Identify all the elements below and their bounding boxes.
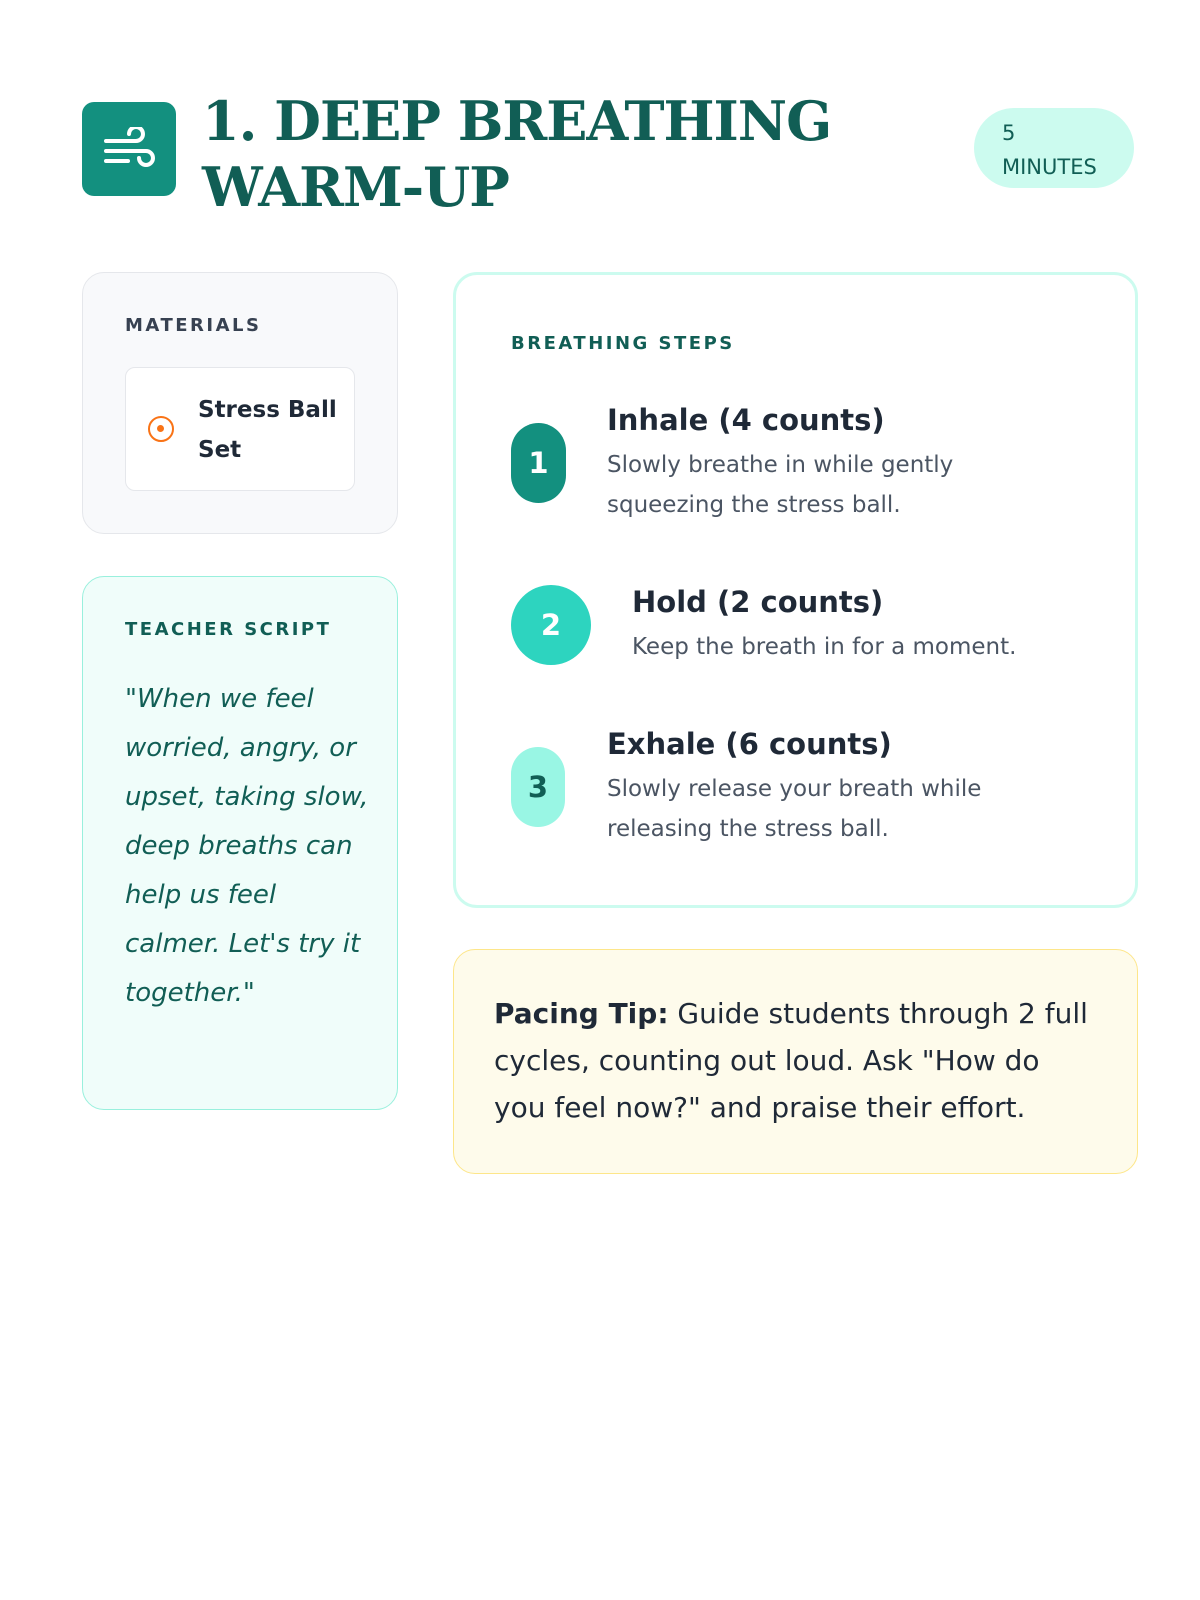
step-number-badge: 2 [511, 585, 591, 665]
material-name: Stress Ball Set [198, 397, 337, 463]
pacing-tip-text: Guide students through 2 full cycles, counting out loud. Ask "How do you feel now?" and praise their effort. [494, 997, 1088, 1124]
activity-icon-box [82, 102, 176, 196]
duration-number: 5 [1002, 121, 1016, 145]
teacher-script-quote: "When we feel worried, angry, or upset, taking slow, deep breaths can help us feel calmer. Let's try it together." [125, 684, 369, 1008]
step-title: Hold (2 counts) [632, 585, 884, 619]
materials-label: MATERIALS [125, 315, 262, 336]
pacing-tip-label: Pacing Tip: [494, 997, 669, 1030]
step-number-badge: 3 [511, 747, 565, 827]
step-description: Slowly release your breath while releasing the stress ball. [607, 776, 982, 842]
material-item [125, 367, 355, 491]
lesson-header [82, 88, 1134, 218]
wind-icon [102, 127, 156, 171]
duration-unit: MINUTES [1002, 155, 1097, 179]
breathing-steps-card [453, 272, 1138, 908]
pacing-tip-card [453, 949, 1138, 1174]
target-icon [148, 416, 174, 442]
duration-badge [974, 108, 1134, 188]
step-description: Slowly breathe in while gently squeezing the stress ball. [607, 452, 954, 518]
teacher-script-label: TEACHER SCRIPT [125, 619, 332, 640]
step-description: Keep the breath in for a moment. [632, 634, 1017, 660]
teacher-script-card [82, 576, 398, 1110]
materials-card [82, 272, 398, 534]
breathing-steps-label: BREATHING STEPS [511, 333, 735, 354]
step-number-badge: 1 [511, 423, 566, 503]
step-title: Inhale (4 counts) [607, 403, 885, 437]
step-title: Exhale (6 counts) [607, 727, 892, 761]
page-title: 1. DEEP BREATHING WARM-UP [202, 89, 832, 219]
